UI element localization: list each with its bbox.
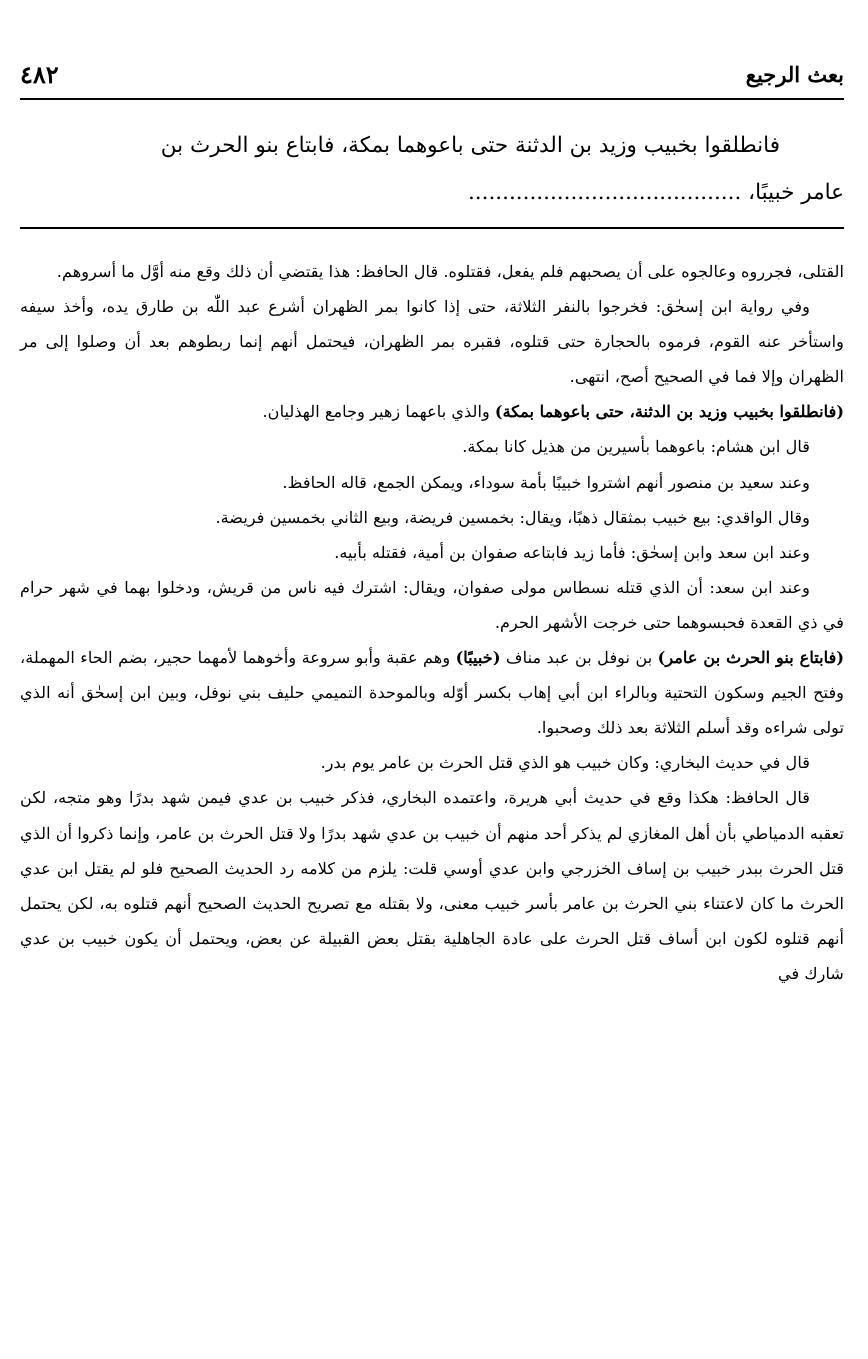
commentary-paragraph	[20, 465, 844, 500]
quoted-matn: (فابتاع بنو الحرث بن عامر)	[657, 648, 844, 668]
commentary-paragraph	[20, 745, 844, 780]
commentary-paragraph	[20, 535, 844, 570]
quoted-matn: (خبيبًا)	[455, 648, 501, 668]
hadith-line-last	[20, 169, 844, 216]
commentary-paragraph	[20, 780, 844, 991]
running-title: بعث الرجيع	[745, 61, 844, 87]
commentary-paragraph	[20, 429, 844, 464]
quoted-matn: (فانطلقوا بخبيب وزيد بن الدثنة، حتى باعوهما بمكة)	[494, 402, 844, 422]
header-rule	[20, 98, 844, 100]
commentary-paragraph	[20, 500, 844, 535]
paragraph-text: وعند ابن سعد: أن الذي قتله نسطاس مولى صفوان، ويقال: اشترك فيه ناس من قريش، ودخلوا بهما في شهر حرام في ذي القعدة فحبسوهما حتى خرجت الأشهر الحرم.	[20, 577, 844, 632]
paragraph-text: قال في حديث البخاري: وكان خبيب هو الذي قتل الحرث بن عامر يوم بدر.	[320, 753, 810, 773]
hadith-ellipsis: ........................................	[467, 180, 742, 205]
paragraph-text: وقال الواقدي: بيع خبيب بمثقال ذهبًا، ويقال: بخمسين فريضة، وبيع الثاني بخمسين فريضة.	[215, 507, 810, 527]
running-header	[20, 56, 844, 92]
commentary-paragraph	[20, 394, 844, 429]
paragraph-text: وهم عقبة وأبو سروعة وأخوهما لأمهما حجير، بضم الحاء المهملة، وفتح الجيم وسكون التحتية وبالراء ابن أبي إهاب بكسر أوّله وبالموحدة التميمي حليف بني نوفل، وبين ابن إسحٰق أنه الذي تولى شراءه وقد أسلم الثلاثة بعد ذلك وصحبوا.	[20, 648, 844, 738]
paragraph-text: قال الحافظ: هكذا وقع في حديث أبي هريرة، واعتمده البخاري، فذكر خبيب بن عدي فيمن شهد بدرًا وهو متجه، لكن تعقبه الدمياطي بأن أهل المغازي لم يذكر أحد منهم أن خبيب بن عدي شهد بدرًا ولا قتل الحرث بن عامر، وإنما ذكروا أن الذي قتل الحرث ببدر خبيب بن إساف الخزرجي وابن عدي أوسي قلت: يلزم من كلامه رد الحديث الصحيح فلو لم يقتل ابن عدي الحرث ما كان لاعتناء بني الحرث بن عامر بأسر خبيب معنى، ولا بقتله مع تصريح الحديث الصحيح أنهم قتلوه به، لكن يحتمل أنهم قتلوه لكون ابن أساف قتل الحرث على عادة الجاهلية بقتل بعض القبيلة عن بعض، ويحتمل أن يكون خبيب بن عدي شارك في	[20, 788, 844, 983]
page-number: ٤٨٢	[20, 59, 59, 89]
hadith-line-text: عامر خبيبًا،	[748, 180, 844, 205]
section-rule	[20, 227, 844, 229]
hadith-line: فانطلقوا بخبيب وزيد بن الدثنة حتى باعوهما بمكة، فابتاع بنو الحرث بن	[160, 133, 780, 158]
commentary-paragraph	[20, 289, 844, 394]
paragraph-text: وعند سعيد بن منصور أنهم اشتروا خبيبًا بأمة سوداء، ويمكن الجمع، قاله الحافظ.	[282, 472, 810, 492]
commentary-paragraph	[20, 254, 844, 289]
paragraph-text: قال ابن هشام: باعوهما بأسيرين من هذيل كانا بمكة.	[462, 437, 810, 457]
commentary-paragraph	[20, 570, 844, 640]
hadith-text	[20, 122, 844, 216]
paragraph-text: وعند ابن سعد وابن إسحٰق: فأما زيد فابتاعه صفوان بن أمية، فقتله بأبيه.	[334, 542, 810, 562]
commentary-paragraph	[20, 640, 844, 745]
paragraph-text: وفي رواية ابن إسحٰق: فخرجوا بالنفر الثلاثة، حتى إذا كانوا بمر الظهران أشرع عبد اللّٰه بن طارق يده، وأخذ سيفه واستأخر عنه القوم، فرموه بالحجارة حتى قتلوه، فقبره بمر الظهران، فيحتمل أنهم إنما ربطوهم بعد أن وصلوا إلى مر الظهران وإلا فما في الصحيح أصح، انتهى.	[20, 297, 844, 387]
paragraph-text: القتلى، فجرروه وعالجوه على أن يصحبهم فلم يفعل، فقتلوه. قال الحافظ: هذا يقتضي أن ذلك وقع منه أوَّل ما أسروهم.	[56, 262, 844, 281]
paragraph-text: والذي باعهما زهير وجامع الهذليان.	[262, 402, 495, 422]
paragraph-text: بن نوفل بن عبد مناف	[500, 648, 658, 668]
commentary	[20, 254, 844, 991]
